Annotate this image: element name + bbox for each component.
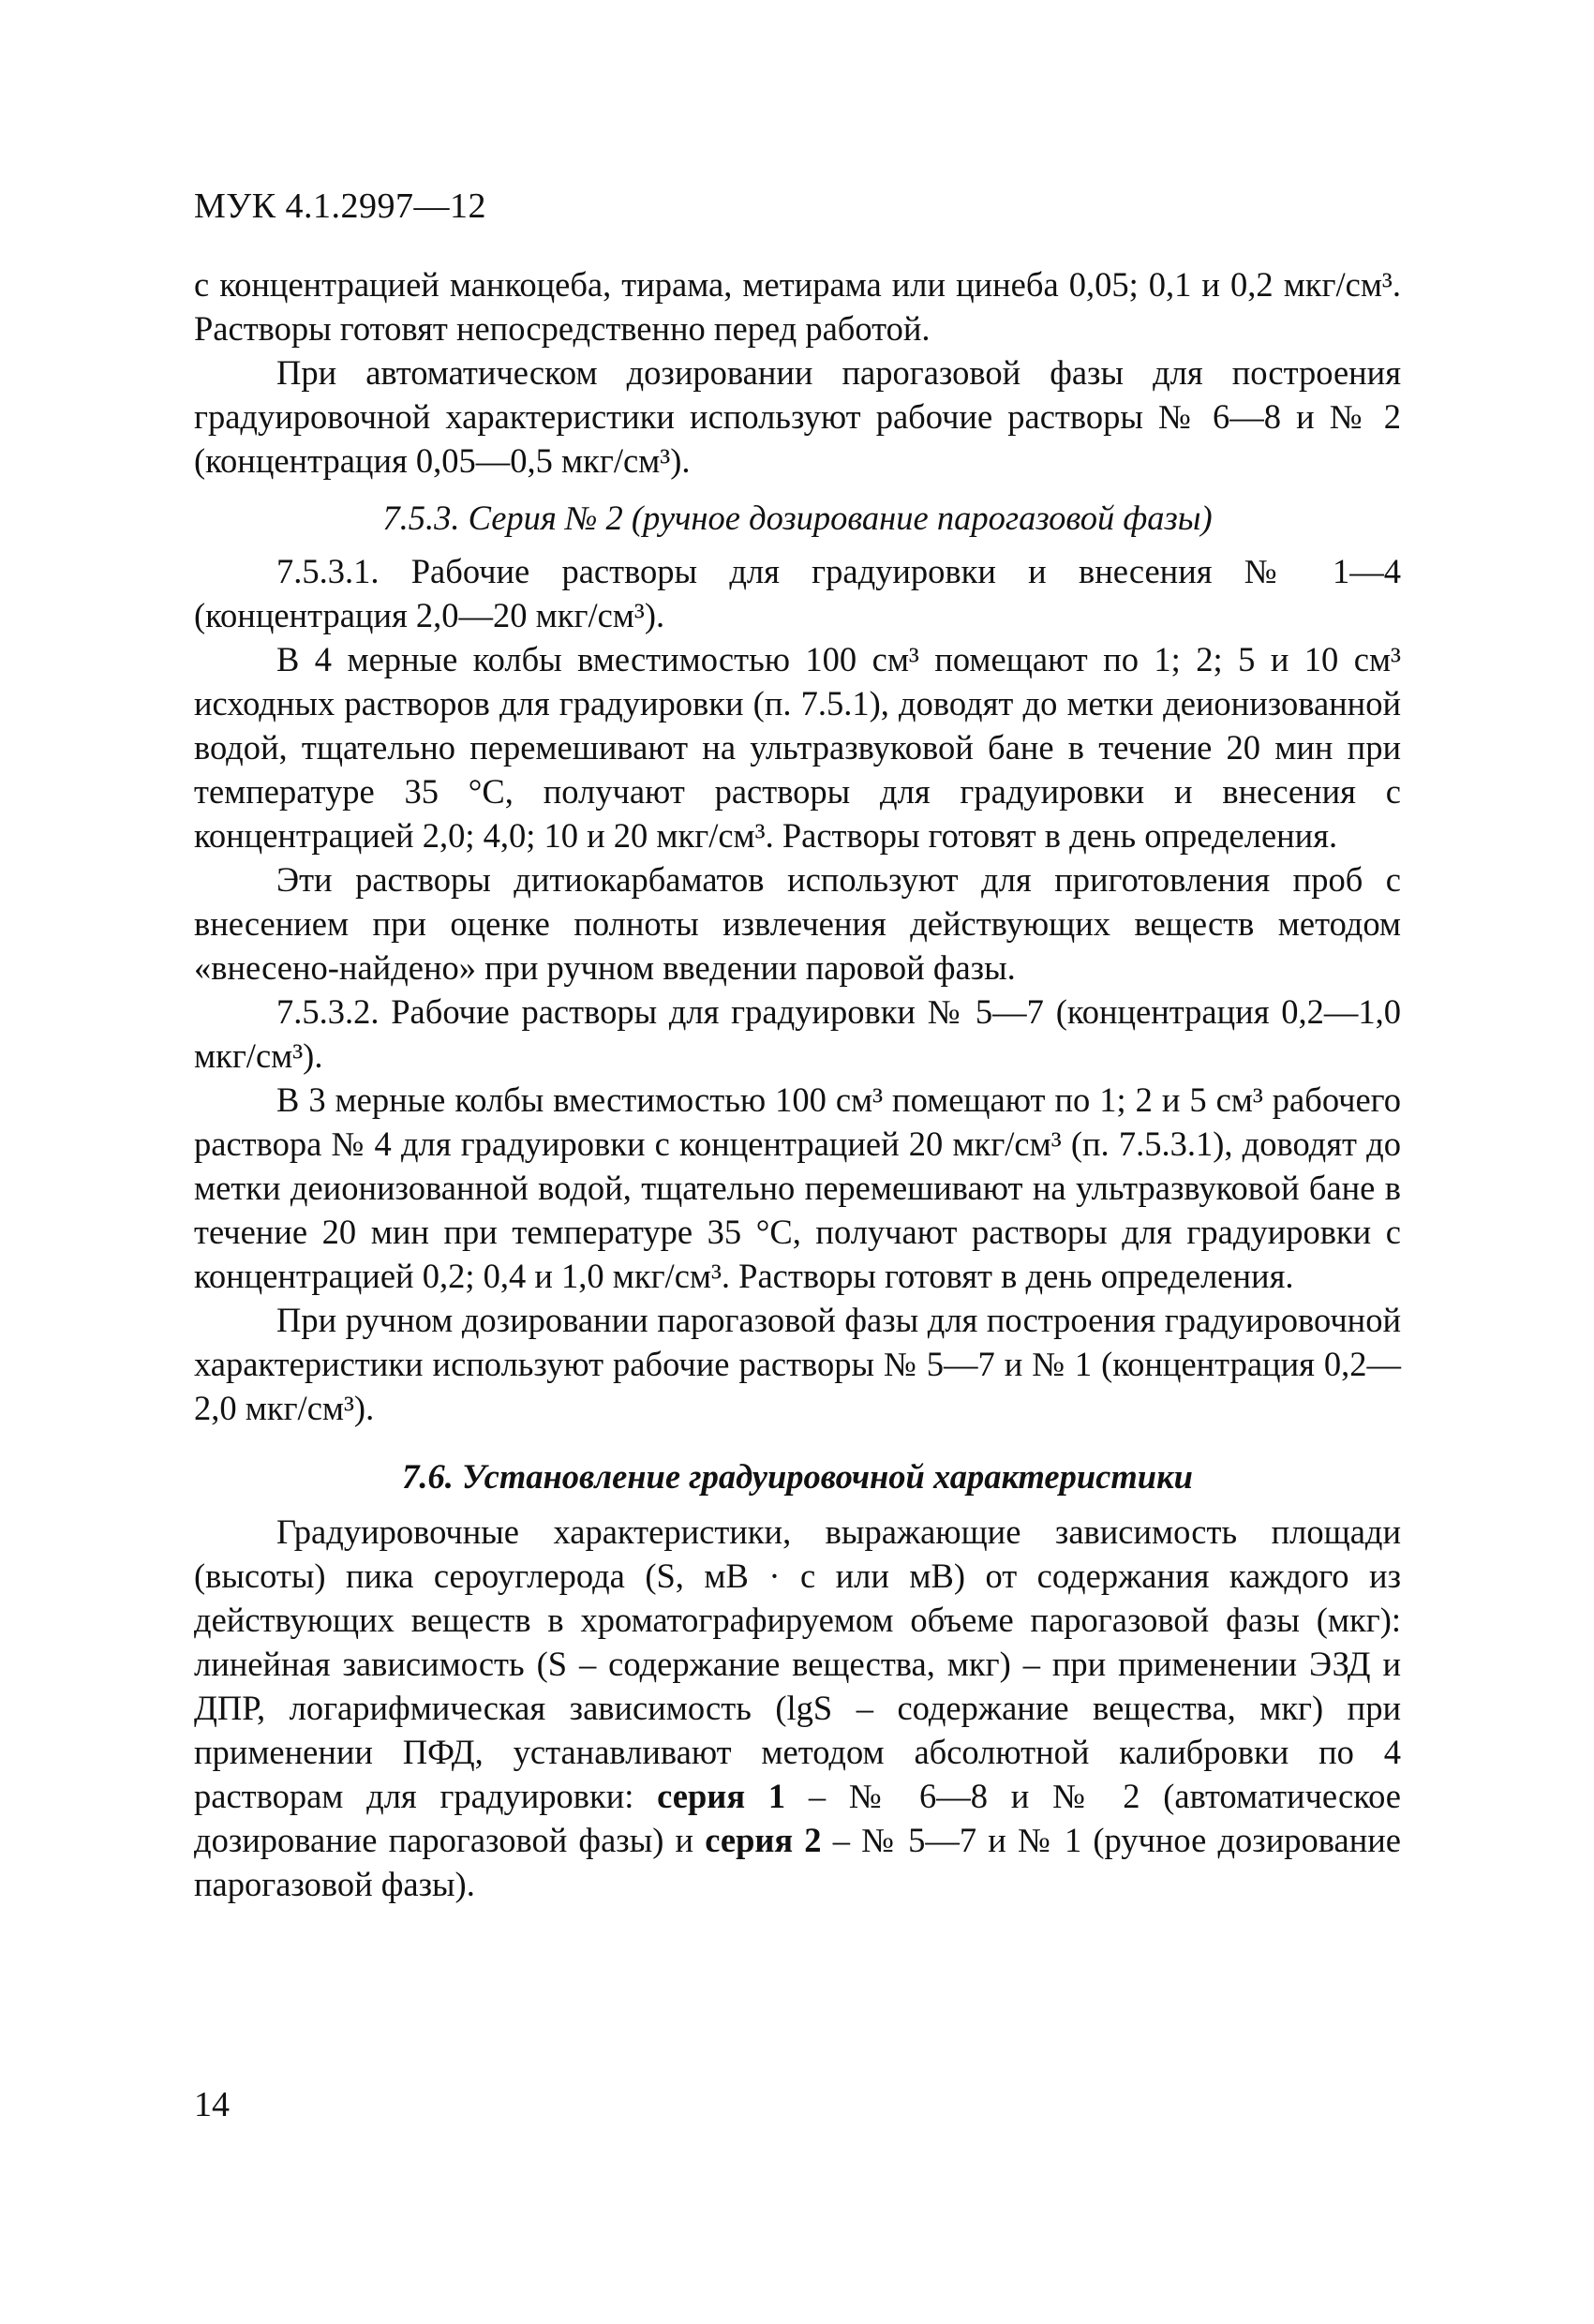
paragraph-7-5-3-2: 7.5.3.2. Рабочие растворы для градуировки № 5—7 (концентрация 0,2—1,0 мкг/см³).: [194, 992, 1401, 1075]
paragraph-calibration: [194, 1510, 1401, 1906]
page-body: [194, 262, 1401, 1906]
paragraph-7-5-3-1: 7.5.3.1. Рабочие растворы для градуировки и внесения № 1—4 (концентрация 2,0—20 мкг/см³).: [194, 552, 1401, 634]
paragraph-auto-dosing: При автоматическом дозировании парогазовой фазы для построения градуировочной характеристики используют рабочие растворы № 6—8 и № 2 (концентрация 0,05—0,5 мкг/см³).: [194, 353, 1401, 480]
calibration-text-c: – № 5—7 и № 1 (ручное дозирование парогазовой фазы).: [194, 1821, 1401, 1903]
calibration-text-a: Градуировочные характеристики, выражающие зависимость площади (высоты) пика сероуглерода (S, мВ · с или мВ) от содержания каждого из действующих веществ в хроматографируемом объеме парогазовой фазы (мкг): линейная зависимость (S – содержание вещества, мкг) – при применении ЭЗД и ДПР, логарифмическая зависимость (lgS – содержание вещества, мкг) при применении ПФД, устанавливают методом абсолютной калибровки по 4 растворам для градуировки:: [194, 1512, 1401, 1815]
section-title-7-6: 7.6. Установление градуировочной характеристики: [402, 1457, 1193, 1496]
series-2-label: серия 2: [705, 1821, 822, 1859]
paragraph-flasks-3: В 3 мерные колбы вместимостью 100 см³ помещают по 1; 2 и 5 см³ рабочего раствора № 4 для градуировки с концентрацией 20 мкг/см³ (п. 7.5.3.1), доводят до метки деионизованной водой, тщательно перемешивают на ультразвуковой бане в течение 20 мин при температуре 35 °С, получают растворы для градуировки с концентрацией 0,2; 0,4 и 1,0 мкг/см³. Растворы готовят в день определения.: [194, 1080, 1401, 1295]
series-1-label: серия 1: [657, 1777, 786, 1815]
paragraph-continuation: с концентрацией манкоцеба, тирама, метирама или цинеба 0,05; 0,1 и 0,2 мкг/см³. Растворы готовят непосредственно перед работой.: [194, 265, 1401, 348]
calibration-text-b: – № 6—8 и № 2 (автоматическое дозирование парогазовой фазы) и: [194, 1777, 1402, 1859]
paragraph-manual-dosing: При ручном дозировании парогазовой фазы для построения градуировочной характеристики используют рабочие растворы № 5—7 и № 1 (концентрация 0,2—2,0 мкг/см³).: [194, 1301, 1401, 1427]
document-code: МУК 4.1.2997—12: [194, 186, 487, 226]
page-number: 14: [194, 2085, 230, 2124]
subsection-title-7-5-3: 7.5.3. Серия № 2 (ручное дозирование парогазовой фазы): [382, 499, 1213, 537]
paragraph-flasks-4: В 4 мерные колбы вместимостью 100 см³ помещают по 1; 2; 5 и 10 см³ исходных растворов для градуировки (п. 7.5.1), доводят до метки деионизованной водой, тщательно перемешивают на ультразвуковой бане в течение 20 мин при температуре 35 °С, получают растворы для градуировки и внесения с концентрацией 2,0; 4,0; 10 и 20 мкг/см³. Растворы готовят в день определения.: [194, 640, 1401, 855]
paragraph-dithiocarbamates: Эти растворы дитиокарбаматов используют для приготовления проб с внесением при оценке полноты извлечения действующих веществ методом «внесено-найдено» при ручном введении паровой фазы.: [194, 860, 1401, 987]
